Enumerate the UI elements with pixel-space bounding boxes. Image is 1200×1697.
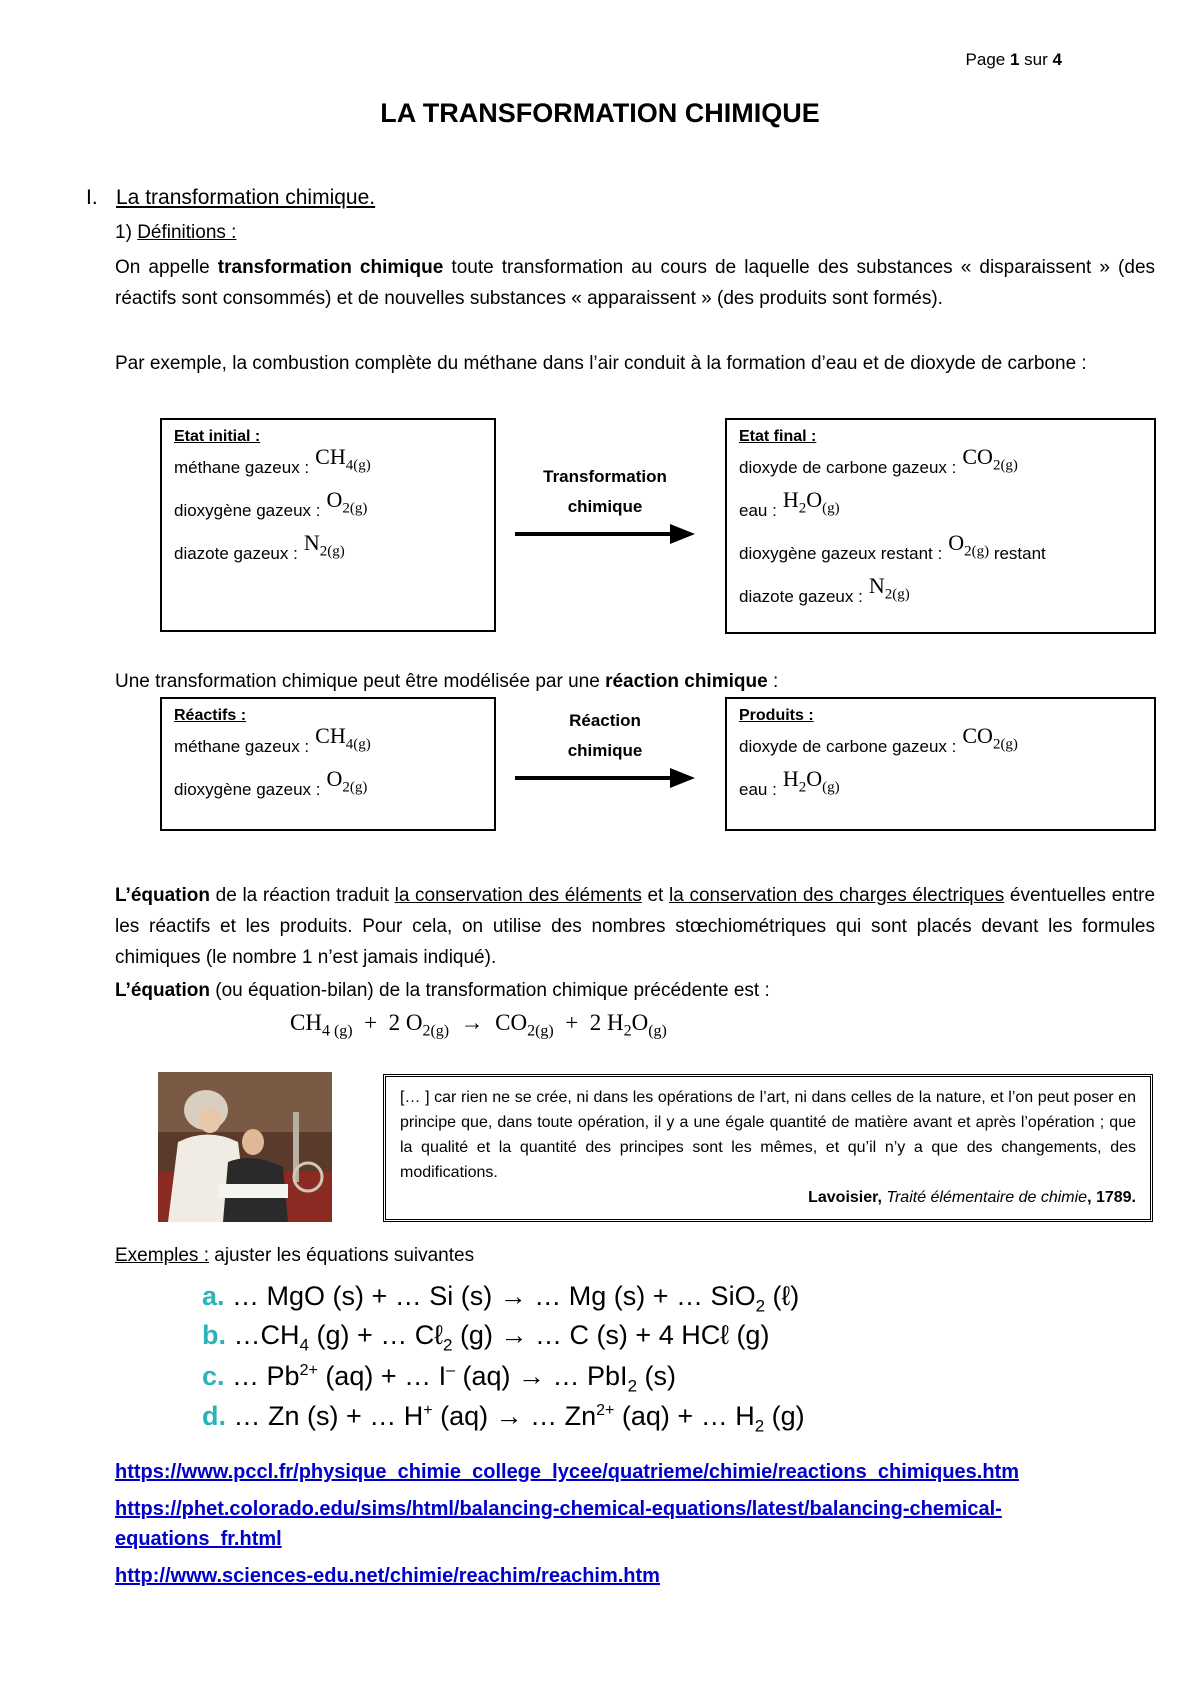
examples-heading: Exemples : ajuster les équations suivantes [115,1245,475,1266]
section-heading: I. La transformation chimique. [86,186,376,209]
lavoisier-quote [383,1074,1153,1222]
page-number: Page 1 sur 4 [965,50,1062,69]
page-title: LA TRANSFORMATION CHIMIQUE [380,98,820,128]
products-box: Produits : dioxyde de carbone gazeux : $CO_{2(g)}$ eau : $H_2O_{(g)}$ [725,697,1156,831]
example-paragraph: Par exemple, la combustion complète du méthane dans l’air conduit à la formation d’eau et de dioxyde de carbone : [115,353,1087,374]
final-state-box: Etat final : dioxyde de carbone gazeux : $CO_{2(g)}$ eau : $H_2O_{(g)}$ dioxygène gazeux restant : $O_{2(g)}$ restant diazote gazeux : $N_{2(g)}$ [725,418,1156,634]
reactants-title: Réactifs : [174,707,247,724]
subsection-heading: 1) Définitions : [115,222,237,243]
arrow-icon [505,766,705,796]
link-pccl[interactable]: https://www.pccl.fr/physique_chimie_college_lycee/quatrieme/chimie/reactions_chimiques.htm [115,1461,1019,1483]
link-phet-line2[interactable]: equations_fr.html [115,1528,282,1550]
exercise-a: a. … MgO (s) + … Si (s) → … Mg (s) + … SiO$_2$ (ℓ) [202,1281,800,1316]
equation-paragraph: L’équation de la réaction traduit la conservation des éléments et la conservation des charges électriques éventuelles entre les réactifs et les produits. Pour cela, on utilise des nombres stœchiométriques qui sont placés devant les formules chimiques (le nombre 1 n’est jamais indiqué). [115,885,1156,968]
link-sciences-edu[interactable]: http://www.sciences-edu.net/chimie/reachim/reachim.htm [115,1565,660,1587]
initial-state-title: Etat initial : [174,428,261,445]
reaction-arrow: Réaction chimique [505,706,705,806]
link-phet-line1[interactable]: https://phet.colorado.edu/sims/html/balancing-chemical-equations/latest/balancing-chemical- [115,1498,1002,1520]
products-title: Produits : [739,707,814,724]
exercise-d: d. … Zn (s) + … H+ (aq) → … $Zn^{2+}$ (aq) + … $H_2$ (g) [202,1401,805,1436]
lavoisier-portrait [158,1072,332,1222]
quote-text: [… ] car rien ne se crée, ni dans les opérations de l’art, ni dans celles de la nature, et l’on peut poser en principe que, dans toute opération, il y a une égale quantité de matière avant et après l’opération ; que la qualité et la quantité des principes sont les mêmes, et qu’il n’y a que des changements, des modifications. [400,1089,1136,1181]
model-paragraph: Une transformation chimique peut être modélisée par une réaction chimique : [115,671,779,692]
equation-bilan-paragraph: L’équation (ou équation-bilan) de la transformation chimique précédente est : [115,980,770,1001]
initial-state-box: Etat initial : méthane gazeux : $CH_{4(g)}$ dioxygène gazeux : $O_{2(g)}$ diazote gazeux : $N_{2(g)}$ [160,418,496,632]
arrow-icon [505,522,705,552]
quote-attribution: Lavoisier, Traité élémentaire de chimie, 1789. [808,1189,1136,1206]
balanced-equation: $CH_{4 (g)} + 2$ $O_{2(g)} \to CO_{2(g)} + 2$ $H_2O_{(g)}$ [290,1010,667,1040]
exercise-b: b. $\dots CH_4$ (g) + … Cℓ$_2$ (g) → … C (s) + 4 HCℓ (g) [202,1320,770,1355]
reactants-box: Réactifs : méthane gazeux : $CH_{4(g)}$ dioxygène gazeux : $O_{2(g)}$ [160,697,496,831]
definition-paragraph: On appelle transformation chimique toute transformation au cours de laquelle des substances « disparaissent » (des réactifs sont consommés) et de nouvelles substances « apparaissent » (des produits sont formés). [115,257,1156,309]
exercise-c: c. … $Pb^{2+}$ (aq) + … I– (aq) → … PbI$_2$ (s) [202,1361,677,1396]
transformation-arrow: Transformation chimique [505,462,705,562]
final-state-title: Etat final : [739,428,817,445]
